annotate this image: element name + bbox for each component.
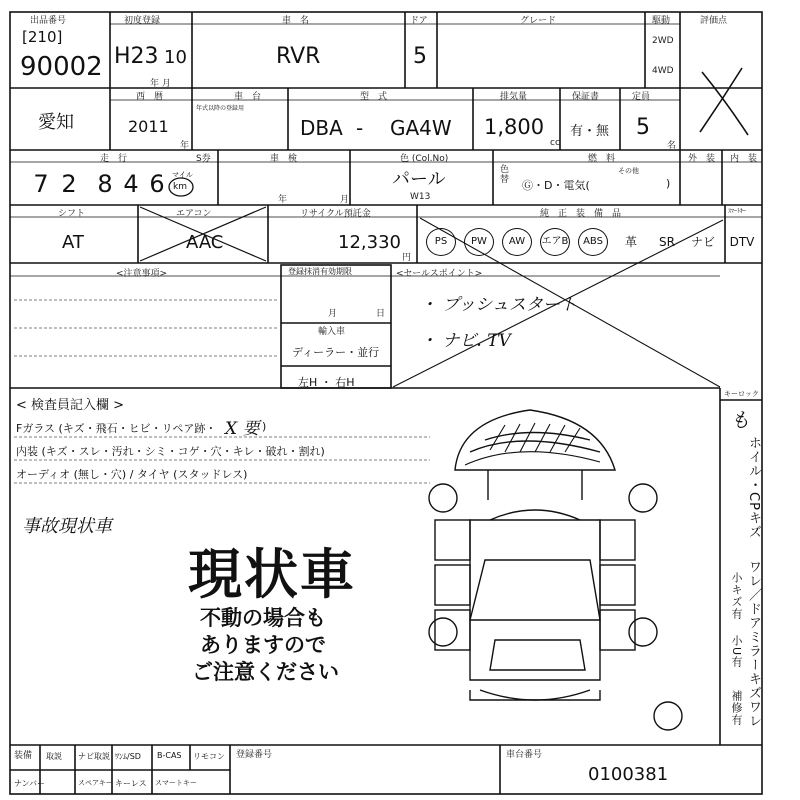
color-no: W13: [410, 192, 431, 202]
side-note-3: 小U有: [730, 635, 743, 669]
drive-4wd: 4WD: [652, 66, 674, 76]
footer-item-sd: ﾜﾝﾑ/SD: [115, 752, 141, 761]
mileage-label: 走 行: [100, 154, 128, 164]
lot-bracket: [210]: [22, 28, 63, 46]
equipment-abs: ABS: [578, 228, 608, 256]
footer-item-keyless: キーレス: [115, 779, 147, 788]
reg-label: 登録抹消有効期限: [288, 267, 352, 276]
footer-item-bcas: B-CAS: [157, 751, 182, 760]
sales-point-2: ・ ナビ. TV: [420, 331, 511, 351]
inspector-line-1-mark: X 要: [225, 419, 260, 439]
handwritten-note: 事故現状車: [22, 516, 112, 537]
shift-label: シフト: [58, 209, 86, 219]
doors-value: 5: [413, 44, 427, 69]
side-note-2: 小キズ有: [730, 572, 743, 620]
sales-point-1: ・ プッシュスタート: [420, 295, 577, 315]
equipment-ps: PS: [426, 228, 456, 256]
inspection-year-unit: 年: [278, 195, 288, 205]
side-note-4: 補修有: [730, 690, 743, 726]
year-label: 西 暦: [136, 92, 164, 102]
footer-item-smart-key: スマートキー: [155, 779, 197, 787]
doors-label: ドア: [410, 16, 428, 26]
equipment-sr: SR: [659, 235, 675, 249]
fuel-close: ): [666, 177, 671, 190]
stamp-line-1: 不動の場合も: [200, 606, 326, 630]
mileage-unit-km: km: [173, 182, 187, 192]
exterior-label: 外 装: [688, 154, 716, 164]
chassis-note: 年式以降の登録用: [196, 105, 245, 112]
mileage-digit: 7: [33, 170, 49, 198]
stamp-line-2: ありますので: [200, 633, 326, 657]
color-value: パール: [392, 169, 446, 190]
fuel-other: その他: [618, 167, 639, 175]
reg-day-unit: 日: [376, 309, 386, 319]
displacement-label: 排気量: [500, 92, 528, 102]
capacity-label: 定員: [632, 92, 651, 102]
import-value: ディーラー・並行: [292, 346, 380, 359]
ac-label: エアコン: [176, 209, 212, 219]
chassis-number-label: 車台番号: [506, 750, 543, 760]
stamp-line-3: ご注意ください: [192, 660, 339, 684]
model-prefix: DBA: [300, 116, 343, 140]
region: 愛知: [38, 112, 74, 133]
keylock-mark: も: [730, 408, 750, 432]
capacity-unit: 名: [667, 141, 677, 151]
fuel-options: Ⓖ・D・電気(: [522, 179, 590, 192]
first-reg-unit: 年 月: [150, 79, 171, 89]
interior-label: 内 装: [730, 154, 758, 164]
displacement-unit: cc: [550, 138, 560, 148]
recycle-label: リサイクル預託金: [300, 209, 371, 219]
car-name: RVR: [276, 44, 321, 69]
inspector-line-1-suffix: ): [262, 420, 267, 433]
mileage-digit: 4: [123, 170, 139, 198]
inspector-line-1-prefix: Fガラス (キズ・飛石・ヒビ・リペア跡・: [16, 422, 217, 435]
recycle-value: 12,330: [338, 232, 401, 253]
warranty-label: 保証書: [572, 92, 600, 102]
footer-item-plate: ナンバー: [14, 779, 46, 788]
footer-item-remote: リモコン: [193, 752, 225, 761]
first-reg-label: 初度登録: [124, 16, 161, 26]
lot-number: 90002: [20, 52, 103, 82]
chassis-number: 0100381: [588, 764, 669, 785]
drive-2wd: 2WD: [652, 36, 674, 46]
import-label: 輸入車: [318, 327, 346, 337]
equipment-airbag: エアB: [540, 228, 570, 256]
footer-item-manual: 取説: [46, 752, 62, 761]
capacity-value: 5: [636, 115, 650, 140]
lot-label: 出品番号: [30, 16, 67, 26]
mileage-digit: 8: [97, 170, 113, 198]
warranty-value: 有・無: [570, 124, 610, 139]
reg-month-unit: 月: [328, 309, 338, 319]
side-note-1: ホイル・CPキズ: [746, 436, 761, 539]
drive-label: 駆動: [652, 16, 671, 26]
equipment-aw: AW: [502, 228, 532, 256]
equipment-label: 純 正 装 備 品: [540, 209, 622, 219]
keylock-label: キーロック: [724, 390, 759, 398]
footer-item-navi-manual: ナビ取説: [78, 752, 110, 761]
year-unit: 年: [180, 141, 190, 151]
first-reg-era: H23: [114, 44, 159, 69]
s-ticket-label: S券: [196, 154, 211, 164]
side-note-1b: ワレ／ドアミラーキズ: [746, 560, 761, 700]
displacement: 1,800: [484, 115, 545, 139]
mileage-digit: 6: [149, 170, 165, 198]
inspector-title: < 検査員記入欄 >: [16, 398, 125, 413]
keycard-label: ｽﾏｰﾄｷｰ: [728, 208, 747, 215]
score-label: 評価点: [700, 16, 728, 26]
steering-value: 左H ・ 右H: [298, 376, 355, 389]
inspector-line-2: 内装 (キズ・スレ・汚れ・シミ・コゲ・穴・キレ・破れ・割れ): [16, 445, 325, 458]
equipment-pw: PW: [464, 228, 494, 256]
mileage-unit-mile: マイル: [172, 171, 193, 179]
fuel-label: 燃 料: [588, 154, 616, 164]
color-change-label: 色替: [498, 164, 508, 184]
stamp-title: 現状車: [188, 543, 356, 606]
footer-label: 装備: [14, 751, 33, 761]
shift-value: AT: [62, 232, 84, 253]
equipment-navi: ナビ: [690, 235, 715, 249]
inspection-month-unit: 月: [340, 195, 350, 205]
inspection-label: 車 検: [270, 154, 298, 164]
stamp: [188, 545, 398, 686]
color-label: 色 (Col.No): [400, 154, 449, 164]
reg-number-label: 登録番号: [236, 750, 273, 760]
name-label: 車 名: [282, 16, 310, 26]
note-label: <注意事項>: [116, 269, 168, 279]
footer-item-spare-key: スペアキー: [78, 779, 113, 787]
first-reg-month: 10: [164, 47, 187, 68]
model-year: 2011: [128, 117, 169, 136]
model-code: GA4W: [390, 116, 452, 140]
sales-label: <セールスポイント>: [396, 269, 483, 279]
inspector-line-3: オーディオ (無し・穴) / タイヤ (スタッドレス): [16, 468, 248, 481]
side-note-1c: ワレ: [746, 700, 761, 728]
model-dash: -: [356, 116, 364, 140]
grade-label: グレード: [520, 16, 557, 26]
model-label: 型 式: [360, 92, 388, 102]
mileage-digit: 2: [61, 170, 77, 198]
recycle-unit: 円: [402, 253, 412, 263]
chassis-label: 車 台: [234, 92, 262, 102]
ac-value: AAC: [186, 232, 224, 253]
equipment-leather: 革: [624, 235, 637, 249]
equipment-dtv: DTV: [729, 235, 755, 249]
car-diagram: [429, 410, 682, 730]
